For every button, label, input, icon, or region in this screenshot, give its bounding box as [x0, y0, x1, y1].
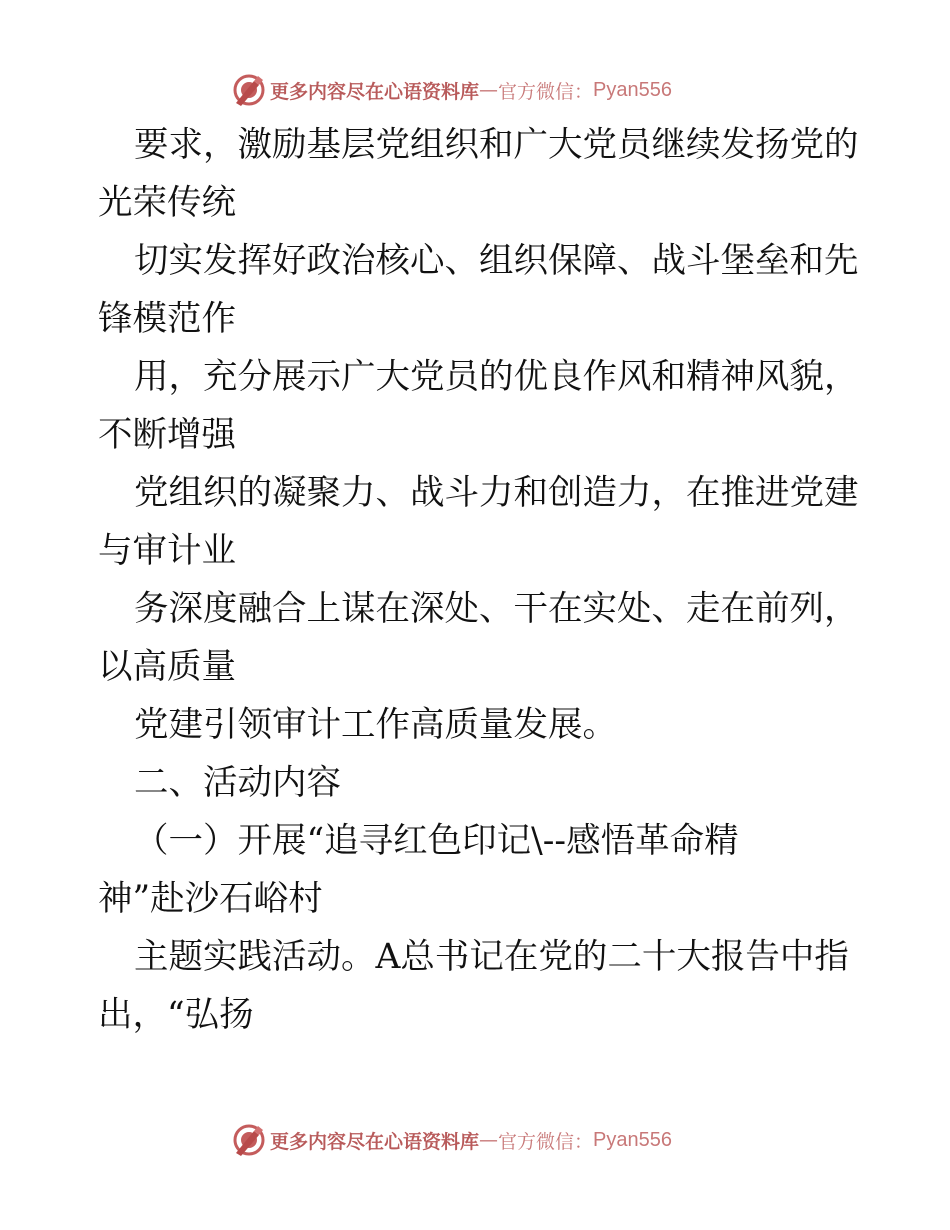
watermark-wechat-label: 官方微信：	[498, 1130, 594, 1153]
text-line: 锋模范作	[98, 299, 236, 339]
watermark-brand-text: 更多内容尽在心语资料库	[270, 80, 480, 103]
text-line: 党建引领审计工作高质量发展。	[134, 705, 617, 745]
text-line: 与审计业	[98, 531, 236, 571]
watermark-dash: —	[479, 1129, 499, 1151]
watermark-brand-text: 更多内容尽在心语资料库	[270, 1130, 480, 1153]
text-line: 党组织的凝聚力、战斗力和创造力，在推进党建	[134, 473, 859, 513]
watermark-wechat-id: Pyan556	[593, 78, 672, 101]
text-line: 出，“弘扬	[98, 995, 254, 1035]
text-line: 要求，激励基层党组织和广大党员继续发扬党的	[134, 125, 859, 165]
text-line: 主题实践活动。A总书记在党的二十大报告中指	[134, 937, 849, 977]
text-line: 不断增强	[98, 415, 236, 455]
watermark-wechat-label: 官方微信：	[498, 80, 594, 103]
text-line: 切实发挥好政治核心、组织保障、战斗堡垒和先	[134, 241, 859, 281]
footer-watermark	[232, 1120, 672, 1160]
text-line: 务深度融合上谋在深处、干在实处、走在前列，	[134, 589, 859, 629]
text-line: 用，充分展示广大党员的优良作风和精神风貌，	[134, 357, 859, 397]
header-watermark	[232, 70, 672, 110]
section-heading: 二、活动内容	[134, 763, 341, 803]
pen-circle-logo-icon	[232, 73, 266, 107]
text-line: 神”赴沙石峪村	[98, 879, 323, 919]
text-line: 以高质量	[98, 647, 236, 687]
text-line: （一）开展“追寻红色印记\--感悟革命精	[134, 821, 739, 861]
pen-circle-logo-icon	[232, 1123, 266, 1157]
watermark-wechat-id: Pyan556	[593, 1128, 672, 1151]
document-body	[98, 116, 858, 1044]
watermark-dash: —	[479, 79, 499, 101]
text-line: 光荣传统	[98, 183, 236, 223]
